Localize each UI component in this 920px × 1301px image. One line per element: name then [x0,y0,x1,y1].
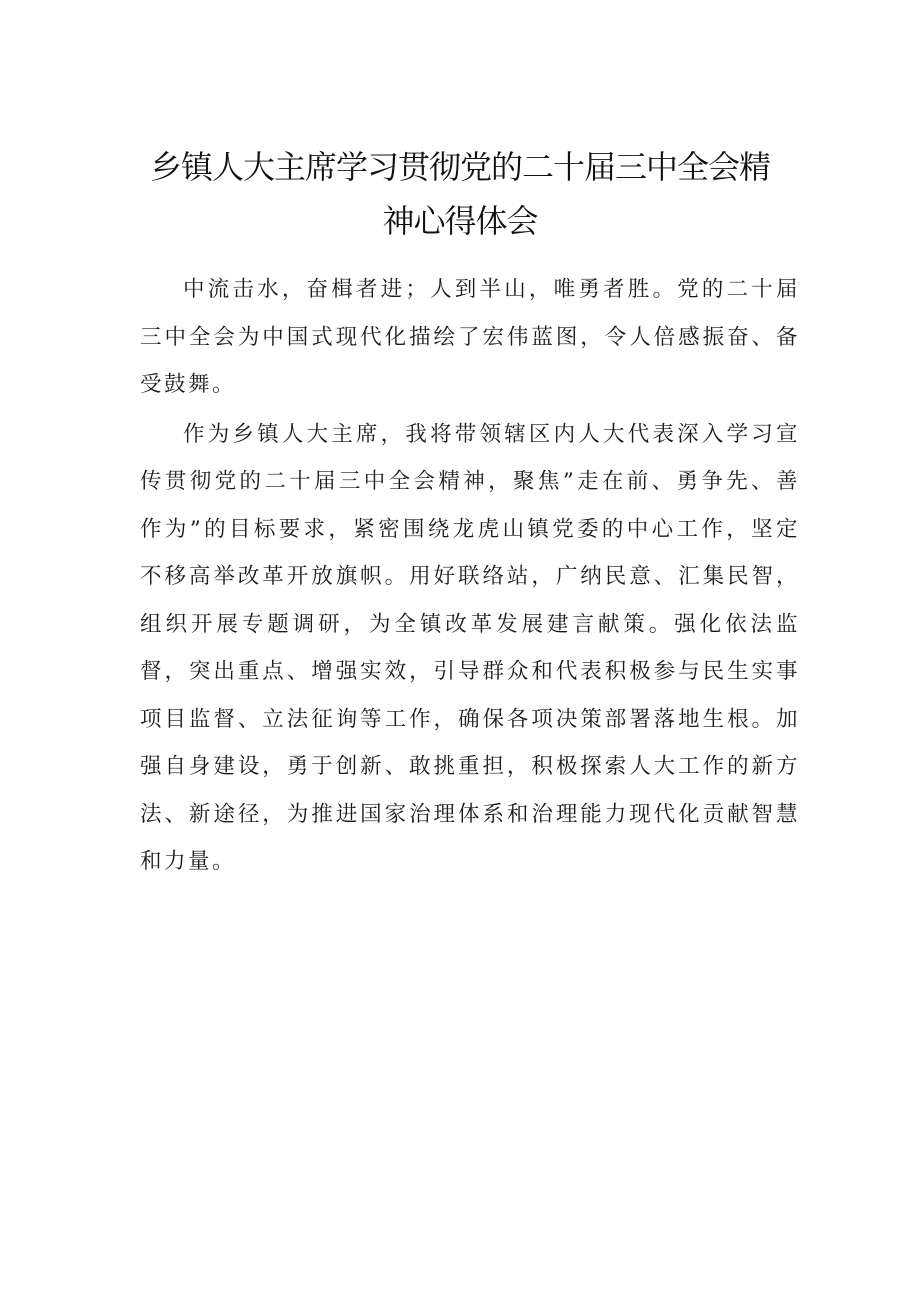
title-line-2: 神心得体会 [382,202,538,240]
document-body [140,266,800,888]
paragraph-1: 中流击水，奋楫者进；人到半山，唯勇者胜。党的二十届三中全会为中国式现代化描绘了宏伟蓝图，令人倍感振奋、备受鼓舞。 [140,277,800,397]
paragraph-2: 作为乡镇人大主席，我将带领辖区内人大代表深入学习宣传贯彻党的二十届三中全会精神，聚焦”走在前、勇争先、善作为”的目标要求，紧密围绕龙虎山镇党委的中心工作，坚定不移高举改革开放旗帜。用好联络站，广纳民意、汇集民智，组织开展专题调研，为全镇改革发展建言献策。强化依法监督，突出重点、增强实效，引导群众和代表积极参与民生实事项目监督、立法征询等工作，确保各项决策部署落地生根。加强自身建设，勇于创新、敢挑重担，积极探索人大工作的新方法、新途径，为推进国家治理体系和治理能力现代化贡献智慧和力量。 [140,421,800,874]
document-title [120,140,800,248]
title-line-1: 乡镇人大主席学习贯彻党的二十届三中全会精 [149,148,770,186]
